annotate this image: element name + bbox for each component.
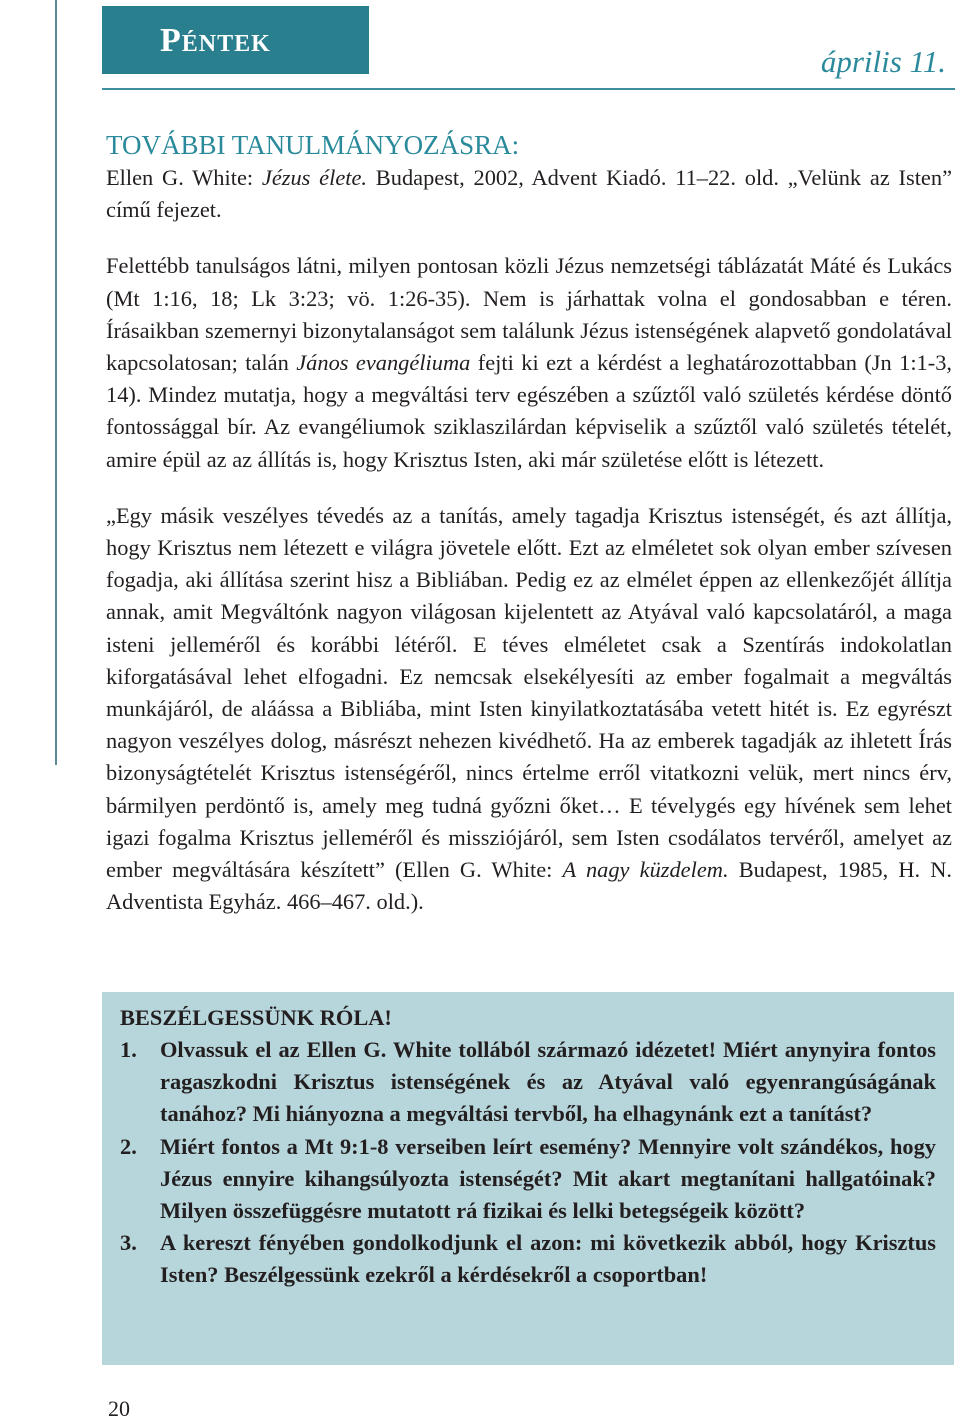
question-text: Miért fontos a Mt 9:1-8 verseiben leírt esemény? Mennyire volt szándékos, hogy Jézus ennyire kihangsúlyozta istenségét? Mit akart megtanítani hallgatóinak? Milyen összefüggésre mutatott rá fizikai és lelki betegségeik között? <box>160 1133 936 1224</box>
question-number: 3. <box>120 1230 137 1256</box>
quote-part-1: „Egy másik veszélyes tévedés az a tanítás, amely tagadja Krisztus istenségét, és azt állítja, hogy Krisztus nem létezett e világra jövetele előtt. Ezt az elméletet sok olyan ember szívesen fogadja, aki állítása szerint hisz a Bibliában. Pedig ez az elmélet éppen az ellenkezőjét állítja annak, amit Megváltónk nagyon világosan kijelentett az Atyával való kapcsolatáról, a maga isteni jelleméről és korábbi létéről. E téves elméletet csak a Szentírás indokolatlan kiforgatásával lehet elfogadni. Ez nemcsak elsekélyesíti az ember fogalmait a megváltás munkájáról, de aláássa a Bibliába, mint Isten kinyilatkoztatásába vetett hitét is. Ez egyrészt nagyon veszélyes dolog, másrészt nehezen kivédhető. Ha az emberek tagadják az ihletett Írás bizonyságtételét Krisztus istenségéről, nincs értelme erről vitatkozni velük, mert nincs érv, bármilyen perdöntő is, amely meg tudná győzni őket… E tévelygés egy hívének sem lehet igazi fogalma Krisztus jelleméről és missziójáról, sem Isten csodálatos tervéről, amelyet az ember megváltására készített” (Ellen G. White: <box>106 502 952 883</box>
discussion-heading: BESZÉLGESSÜNK RÓLA! <box>120 1005 392 1030</box>
quote-paragraph <box>106 500 952 919</box>
spacer <box>106 226 952 250</box>
question-number: 2. <box>120 1133 137 1159</box>
further-study-section <box>106 128 952 918</box>
further-study-heading: TOVÁBBI TANULMÁNYOZÁSRA: <box>106 130 520 160</box>
quote-part-2: Budapest, 1985, H. N. Adventista Egyház. 466–467. old.). <box>106 857 953 915</box>
question-item <box>120 1034 936 1131</box>
para-italic: János evangéliuma <box>296 350 471 376</box>
ref-rest: Budapest, 2002, Advent Kiadó. 11–22. old. „Velünk az Isten” című fejezet. <box>106 165 953 223</box>
day-title-box <box>102 6 369 74</box>
quote-italic: A nagy küzdelem. <box>562 857 729 883</box>
discussion-box <box>102 992 954 1365</box>
question-text: Olvassuk el az Ellen G. White tollából származó idézetet! Miért anynyira fontos ragaszkodni Krisztus istenségének és az Atyával való egyenrangúságának tanához? Mi hiányozna a megváltási tervből, ha elhagynánk ezt a tanítást? <box>160 1037 936 1127</box>
page-number: 20 <box>108 1396 130 1421</box>
question-text: A kereszt fényében gondolkodjunk el azon: mi következik abból, hogy Krisztus Isten? Beszélgessünk ezekről a kérdésekről a csoportban! <box>160 1230 936 1288</box>
ref-author: Ellen G. White: <box>106 165 262 190</box>
day-title: Péntek <box>160 22 271 59</box>
left-margin-rule <box>55 0 57 765</box>
question-item <box>120 1131 936 1228</box>
ref-title: Jézus élete. <box>261 165 368 190</box>
para-part-1: Felettébb tanulságos látni, milyen pontosan közli Jézus nemzetségi táblázatát Máté és Lukács (Mt 1:16, 18; Lk 3:23; vö. 1:26-35). Nem is járhattak volna el gondosabban e téren. Írásaikban szemernyi bizonytalanságot sem találunk Jézus istenségének alapvető gondolatával kapcsolatosan; talán <box>106 253 952 376</box>
body-paragraph <box>106 250 952 475</box>
date-label: április 11. <box>820 44 946 79</box>
spacer <box>106 476 952 500</box>
para-part-2: fejti ki ezt a kérdést a leghatározottabban (Jn 1:1-3, 14). Mindez mutatja, hogy a megváltási terv egészében a szűztől való születés kérdése döntő fontossággal bír. Az evangéliumok sziklaszilárdan képviselik a szűztől való születés tételét, amire épül az az állítás is, hogy Krisztus Isten, aki már születése előtt is létezett. <box>106 350 952 472</box>
header-rule <box>102 88 955 90</box>
question-item <box>120 1227 936 1291</box>
question-number: 1. <box>120 1037 137 1062</box>
reference-paragraph <box>106 162 952 226</box>
